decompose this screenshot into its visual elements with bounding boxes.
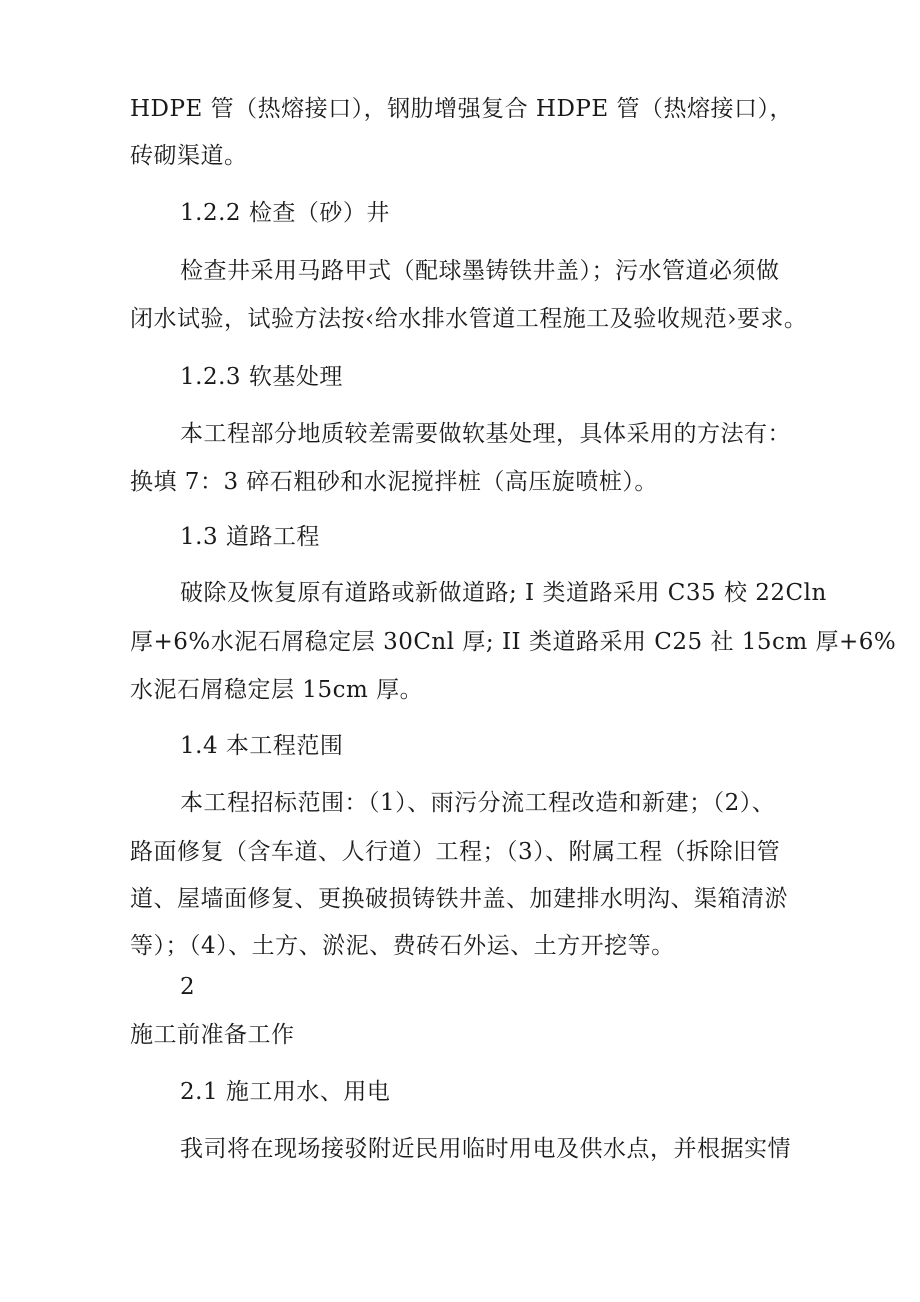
text-line: 砖砌渠道。: [130, 143, 248, 169]
section-heading: 施工前准备工作: [130, 1022, 295, 1048]
text-line: 水泥石屑稳定层 15cm 厚。: [130, 677, 424, 703]
text-line: 等）；（4）、土方、淤泥、费砖石外运、土方开挖等。: [130, 933, 675, 959]
text-line: 检查井采用马路甲式（配球墨铸铁井盖）；污水管道必须做: [180, 258, 780, 284]
text-line: 破除及恢复原有道路或新做道路; I 类道路采用 C35 校 22Cln: [180, 580, 827, 606]
section-heading: 1.4 本工程范围: [180, 733, 344, 759]
text-line: 路面修复（含车道、人行道）工程；（3）、附属工程（拆除旧管: [130, 839, 781, 865]
section-number: 2: [180, 974, 196, 1000]
section-heading: 1.2.2 检查（砂）井: [180, 200, 390, 226]
section-heading: 1.3 道路工程: [180, 524, 320, 550]
text-line: 闭水试验，试验方法按‹给水排水管道工程施工及验收规范›要求。: [130, 306, 808, 332]
text-line: 本工程部分地质较差需要做软基处理，具体采用的方法有：: [180, 421, 791, 447]
text-line: 本工程招标范围：（1）、雨污分流工程改造和新建；（2）、: [180, 790, 776, 816]
text-line: 换填 7：3 碎石粗砂和水泥搅拌桩（高压旋喷桩）。: [130, 469, 658, 495]
text-line: 厚+6%水泥石屑稳定层 30Cnl 厚; II 类道路采用 C25 社 15cm 厚+6%: [130, 629, 897, 655]
section-heading: 1.2.3 软基处理: [180, 364, 343, 390]
text-line: 我司将在现场接驳附近民用临时用电及供水点，并根据实情: [180, 1136, 791, 1162]
text-line: HDPE 管（热熔接口），钢肋增强复合 HDPE 管（热熔接口），: [130, 96, 793, 122]
section-heading: 2.1 施工用水、用电: [180, 1079, 391, 1105]
text-line: 道、屋墙面修复、更换破损铸铁井盖、加建排水明沟、渠箱清淤: [130, 886, 788, 912]
